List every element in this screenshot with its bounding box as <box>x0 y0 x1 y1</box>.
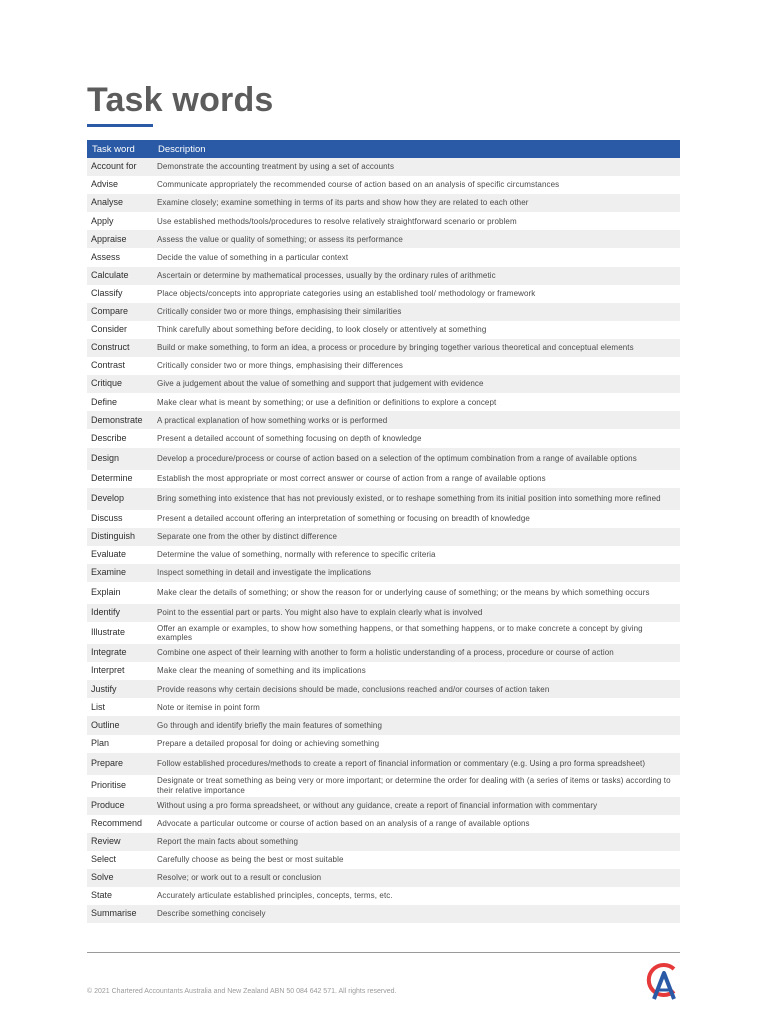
table-row <box>87 375 680 393</box>
task-word-cell: Summarise <box>87 905 153 923</box>
task-word-cell: Examine <box>87 564 153 582</box>
table-row <box>87 644 680 662</box>
table-row <box>87 622 680 644</box>
table-row <box>87 248 680 266</box>
description-cell: Establish the most appropriate or most correct answer or course of action from a range of available options <box>157 473 546 483</box>
description-cell: Demonstrate the accounting treatment by using a set of accounts <box>153 158 680 176</box>
table-row <box>87 339 680 357</box>
description-cell: Report the main facts about something <box>153 833 680 851</box>
task-word-cell: Interpret <box>91 665 125 676</box>
task-word-cell: Determine <box>91 472 133 483</box>
task-word-cell: Review <box>87 833 153 851</box>
description-cell: Develop a procedure/process or course of action based on a selection of the optimum combination from a range of available options <box>153 448 680 470</box>
description-cell: Decide the value of something in a particular context <box>157 252 349 262</box>
task-word-cell: Account for <box>87 158 153 176</box>
table-row <box>87 546 680 564</box>
table-row <box>87 735 680 753</box>
task-word-cell: Assess <box>91 251 121 262</box>
description-cell: Without using a pro forma spreadsheet, or without any guidance, create a report of financial information with commentary <box>153 797 680 815</box>
description-cell: Make clear the details of something; or show the reason for or underlying cause of something; or the means by which something occurs <box>157 588 650 598</box>
copyright-footer: © 2021 Chartered Accountants Australia and New Zealand ABN 50 084 642 571. All rights reserved. <box>87 988 397 995</box>
description-cell: Bring something into existence that has not previously existed, or to reshape something from its initial position into something more refined <box>153 488 680 510</box>
task-word-cell: Justify <box>87 680 153 698</box>
task-word-cell: Develop <box>87 488 153 510</box>
description-cell: Place objects/concepts into appropriate categories using an established tool/ methodology or framework <box>157 288 536 298</box>
task-word-cell: Appraise <box>87 230 153 248</box>
table-row <box>87 604 680 622</box>
task-word-cell: Classify <box>91 287 123 298</box>
description-cell: Assess the value or quality of something; or assess its performance <box>153 230 680 248</box>
task-word-cell: Discuss <box>91 512 123 523</box>
task-word-cell: Critique <box>87 375 153 393</box>
description-cell: Critically consider two or more things, emphasising their differences <box>157 361 403 371</box>
task-word-cell: Select <box>91 854 117 865</box>
task-words-table <box>87 140 680 923</box>
task-word-cell: Plan <box>91 737 110 748</box>
title-underline <box>87 124 153 127</box>
table-row <box>87 212 680 230</box>
task-word-cell: Explain <box>91 587 121 598</box>
task-word-cell: Solve <box>87 869 153 887</box>
task-word-cell: List <box>91 701 106 712</box>
description-cell: Make clear the meaning of something and its implications <box>157 666 366 676</box>
table-row <box>87 797 680 815</box>
table-row <box>87 887 680 905</box>
description-cell: Ascertain or determine by mathematical processes, usually by the ordinary rules of arithmetic <box>153 267 680 285</box>
task-word-cell: Integrate <box>87 644 153 662</box>
task-word-cell: Define <box>91 396 118 407</box>
description-cell: Follow established procedures/methods to create a report of financial information or commentary (e.g. Using a pro forma spreadsheet) <box>153 753 680 775</box>
description-cell: Describe something concisely <box>153 905 680 923</box>
column-header-task-word: Task word <box>87 140 153 158</box>
table-row <box>87 488 680 510</box>
table-row <box>87 448 680 470</box>
task-word-cell: Analyse <box>87 194 153 212</box>
description-cell: Note or itemise in point form <box>157 702 260 712</box>
task-word-cell: Outline <box>87 716 153 734</box>
table-row <box>87 753 680 775</box>
table-body <box>87 158 680 923</box>
table-header-row <box>87 140 680 158</box>
table-row <box>87 321 680 339</box>
task-word-cell: Produce <box>87 797 153 815</box>
task-word-cell: Recommend <box>91 818 143 829</box>
table-row <box>87 528 680 546</box>
description-cell: Accurately articulate established principles, concepts, terms, etc. <box>157 891 393 901</box>
table-row <box>87 285 680 303</box>
task-word-cell: Prioritise <box>91 779 127 790</box>
bottom-divider <box>87 952 680 953</box>
description-cell: Point to the essential part or parts. You might also have to explain clearly what is involved <box>153 604 680 622</box>
description-cell: Examine closely; examine something in terms of its parts and show how they are related to each other <box>153 194 680 212</box>
table-row <box>87 662 680 680</box>
description-cell: Go through and identify briefly the main features of something <box>153 716 680 734</box>
task-word-cell: Calculate <box>87 267 153 285</box>
task-word-cell: Illustrate <box>91 627 126 638</box>
table-row <box>87 851 680 869</box>
task-word-cell: Identify <box>87 604 153 622</box>
table-row <box>87 905 680 923</box>
description-cell: Build or make something, to form an idea, a process or procedure by bringing together various theoretical and conceptual elements <box>153 339 680 357</box>
description-cell: Separate one from the other by distinct difference <box>153 528 680 546</box>
table-row <box>87 833 680 851</box>
description-cell: Determine the value of something, normally with reference to specific criteria <box>157 550 436 560</box>
task-word-cell: Evaluate <box>91 549 127 560</box>
page-title: Task words <box>87 81 274 119</box>
description-cell: Offer an example or examples, to show how something happens, or that something happens, or to make concrete a concept by giving examples <box>157 623 643 643</box>
description-cell: Make clear what is meant by something; or use a definition or definitions to explore a concept <box>157 397 497 407</box>
table-row <box>87 716 680 734</box>
table-row <box>87 194 680 212</box>
description-cell: Advocate a particular outcome or course of action based on an analysis of a range of available options <box>157 819 530 829</box>
table-row <box>87 393 680 411</box>
table-row <box>87 680 680 698</box>
table-row <box>87 775 680 797</box>
column-header-description: Description <box>153 140 680 158</box>
description-cell: Give a judgement about the value of something and support that judgement with evidence <box>153 375 680 393</box>
description-cell: Prepare a detailed proposal for doing or achieving something <box>157 738 380 748</box>
description-cell: Critically consider two or more things, emphasising their similarities <box>153 303 680 321</box>
task-word-cell: Consider <box>91 324 128 335</box>
table-row <box>87 303 680 321</box>
task-word-cell: Advise <box>91 179 119 190</box>
description-cell: Combine one aspect of their learning with another to form a holistic understanding of a process, procedure or course of action <box>153 644 680 662</box>
description-cell: Inspect something in detail and investigate the implications <box>153 564 680 582</box>
table-row <box>87 176 680 194</box>
table-row <box>87 158 680 176</box>
description-cell: Communicate appropriately the recommended course of action based on an analysis of specific circumstances <box>157 180 560 190</box>
task-word-cell: Compare <box>87 303 153 321</box>
table-row <box>87 582 680 604</box>
description-cell: Present a detailed account offering an interpretation of something or focusing on breadth of knowledge <box>157 513 530 523</box>
table-row <box>87 470 680 488</box>
description-cell: Provide reasons why certain decisions should be made, conclusions reached and/or courses of action taken <box>153 680 680 698</box>
description-cell: Designate or treat something as being very or more important; or determine the order for dealing with (a series of items or tasks) according to their relative importance <box>157 776 671 795</box>
description-cell: Use established methods/tools/procedures to resolve relatively straightforward scenario or problem <box>157 216 517 226</box>
table-row <box>87 698 680 716</box>
table-row <box>87 510 680 528</box>
description-cell: Carefully choose as being the best or most suitable <box>157 855 344 865</box>
task-word-cell: Demonstrate <box>87 411 153 429</box>
description-cell: Think carefully about something before deciding, to look closely or attentively at something <box>157 325 487 335</box>
task-word-cell: Design <box>87 448 153 470</box>
task-word-cell: Describe <box>91 432 127 443</box>
task-word-cell: Apply <box>91 215 114 226</box>
ca-logo-icon <box>640 960 682 1000</box>
table-row <box>87 429 680 447</box>
table-row <box>87 815 680 833</box>
table-row <box>87 411 680 429</box>
task-word-cell: Contrast <box>91 360 126 371</box>
task-word-cell: State <box>91 890 113 901</box>
task-word-cell: Prepare <box>87 753 153 775</box>
table-row <box>87 230 680 248</box>
description-cell: Present a detailed account of something focusing on depth of knowledge <box>157 433 422 443</box>
table-row <box>87 357 680 375</box>
table-row <box>87 869 680 887</box>
task-word-cell: Construct <box>87 339 153 357</box>
description-cell: Resolve; or work out to a result or conclusion <box>153 869 680 887</box>
description-cell: A practical explanation of how something works or is performed <box>153 411 680 429</box>
table-row <box>87 267 680 285</box>
table-row <box>87 564 680 582</box>
task-word-cell: Distinguish <box>87 528 153 546</box>
